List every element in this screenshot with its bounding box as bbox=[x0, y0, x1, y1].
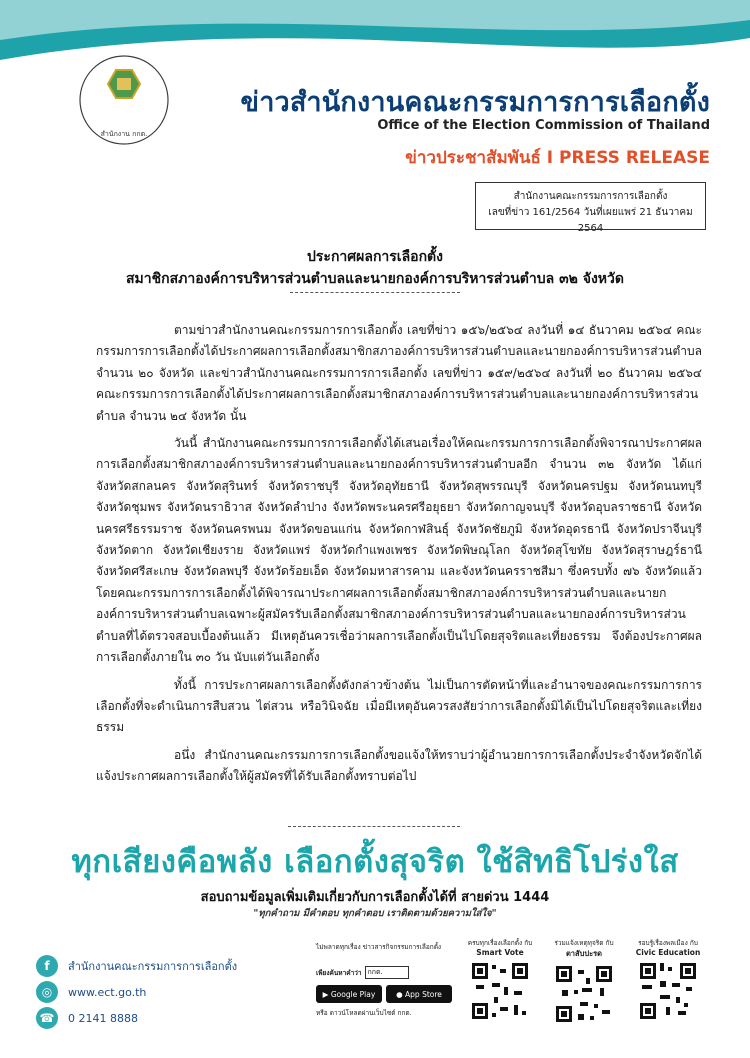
app-note: หรือ ดาวน์โหลดผ่านเว็บไซต์ กกต. bbox=[316, 1009, 412, 1017]
svg-text:สำนักงาน กกต.: สำนักงาน กกต. bbox=[100, 130, 148, 138]
paragraph-2: วันนี้ สำนักงานคณะกรรมการการเลือกตั้งได้เสนอเรื่องให้คณะกรรมการการเลือกตั้งพิจารณาประกาศผลการเลือกตั้งสมาชิกสภาองค์การบริหารส่วนตำบลและนายกองค์การบริหารส่วนตำบลอีก จำนวน ๓๒ จังหวัด ได้แก่ จังหวัดสกลนคร จังหวัดสุรินทร์ จังหวัดราชบุรี จังหวัดอุทัยธานี จังหวัดสุพรรณบุรี จังหวัดนครปฐม จังหวัดนนทบุรี จังหวัดชุมพร จังหวัดนราธิวาส จังหวัดลำปาง จังหวัดพระนครศรีอยุธยา จังหวัดกาญจนบุรี จังหวัดอุบลราชธานี จังหวัดนครศรีธรรมราช จังหวัดนครพนม จังหวัดขอนแก่น จังหวัดกาฬสินธุ์ จังหวัดชัยภูมิ จังหวัดอุดรธานี จังหวัดปราจีนบุรี จังหวัดตาก จังหวัดเชียงราย จังหวัดแพร่ จังหวัดกำแพงเพชร จังหวัดพิษณุโลก จังหวัดสุโขทัย จังหวัดสุราษฎร์ธานี จังหวัดศรีสะเกษ จังหวัดลพบุรี จังหวัดร้อยเอ็ด จังหวัดมหาสารคาม และจังหวัดนครราชสีมา ซึ่งครบทั้ง ๗๖ จังหวัดแล้ว โดยคณะกรรมการการเลือกตั้งได้พิจารณาประกาศผลการเลือกตั้งสมาชิกสภาองค์การบริหารส่วนตำบลและนายกองค์การบริหารส่วนตำบลเฉพาะผู้สมัครรับเลือกตั้งสมาชิกสภาองค์การบริหารส่วนตำบลและนายกองค์การบริหารส่วนตำบลที่ได้ตรวจสอบเบื้องต้นแล้ว มีเหตุอันควรเชื่อว่าผลการเลือกตั้งเป็นไปโดยสุจริตและเที่ยงธรรม จึงต้องประกาศผลการเลือกตั้งภายใน ๓๐ วัน นับแต่วันเลือกตั้ง bbox=[96, 436, 702, 665]
qr-caption: ร่วมแจ้งเหตุทุจริต กับ bbox=[554, 939, 614, 947]
qr-title: ตาสับปะรด bbox=[565, 949, 603, 958]
store-search bbox=[316, 966, 464, 979]
qr-smart-vote[interactable] bbox=[462, 938, 538, 1021]
store-search-box: กกต. bbox=[365, 966, 409, 979]
store-buttons bbox=[316, 985, 464, 1003]
qr-title: Smart Vote bbox=[476, 948, 524, 957]
footer-divider bbox=[288, 826, 460, 827]
app-download-section bbox=[316, 942, 464, 1018]
ect-logo bbox=[62, 52, 190, 152]
qr-caption: รอบรู้เรื่องพลเมือง กับ bbox=[638, 939, 698, 947]
article-body bbox=[96, 320, 702, 794]
qr-title: Civic Education bbox=[635, 948, 701, 957]
google-play-label: Google Play bbox=[330, 989, 376, 999]
campaign-slogan: ทุกเสียงคือพลัง เลือกตั้งสุจริต ใช้สิทธิโปร่งใส bbox=[71, 844, 679, 880]
paragraph-4: อนึ่ง สำนักงานคณะกรรมการการเลือกตั้งขอแจ้งให้ทราบว่าผู้อำนวยการการเลือกตั้งประจำจังหวัดจักได้แจ้งประกาศผลการเลือกตั้งให้ผู้สมัครที่ได้รับเลือกตั้งทราบต่อไป bbox=[96, 747, 702, 784]
app-store-label: App Store bbox=[405, 989, 442, 999]
qr-code-icon bbox=[638, 961, 698, 1021]
facebook-contact[interactable] bbox=[36, 955, 237, 977]
facebook-icon: f bbox=[36, 955, 58, 977]
phone-contact[interactable] bbox=[36, 1007, 138, 1029]
headline-line-1: ประกาศผลการเลือกตั้ง bbox=[307, 249, 443, 265]
app-caption: ไม่พลาดทุกเรื่อง ข่าวสารกิจกรรมการเลือกตั้ง bbox=[316, 943, 442, 951]
reference-org: สำนักงานคณะกรรมการการเลือกตั้ง bbox=[513, 191, 668, 202]
hotline-info: สอบถามข้อมูลเพิ่มเติมเกี่ยวกับการเลือกตั้งได้ที่ สายด่วน 1444 bbox=[200, 890, 550, 905]
qr-code-icon bbox=[554, 964, 614, 1024]
org-title-english: Office of the Election Commission of Thailand bbox=[377, 118, 710, 133]
globe-icon: ◎ bbox=[36, 981, 58, 1003]
phone-icon: ☎ bbox=[36, 1007, 58, 1029]
phone-label: 0 2141 8888 bbox=[68, 1011, 138, 1025]
paragraph-3: ทั้งนี้ การประกาศผลการเลือกตั้งดังกล่าวข้างต้น ไม่เป็นการตัดหน้าที่และอำนาจของคณะกรรมการการเลือกตั้งที่จะดำเนินการสืบสวน ไต่สวน หรือวินิจฉัย เมื่อมีเหตุอันควรสงสัยว่าการเลือกตั้งมิได้เป็นไปโดยสุจริตและเที่ยงธรรม bbox=[96, 677, 702, 735]
apple-icon: ● bbox=[396, 989, 406, 999]
reference-number-date: เลขที่ข่าว 161/2564 วันที่เผยแพร่ 21 ธันวาคม 2564 bbox=[488, 207, 693, 234]
qr-civic-education[interactable] bbox=[630, 938, 706, 1021]
website-contact[interactable] bbox=[36, 981, 146, 1003]
qr-tasapparot[interactable] bbox=[546, 938, 622, 1024]
facebook-label: สำนักงานคณะกรรมการการเลือกตั้ง bbox=[68, 960, 238, 973]
headline-line-2: สมาชิกสภาองค์การบริหารส่วนตำบลและนายกองค์การบริหารส่วนตำบล ๓๒ จังหวัด bbox=[125, 271, 624, 287]
play-icon: ▶ bbox=[322, 989, 331, 999]
headline-divider bbox=[290, 292, 460, 293]
store-search-label: เพียงค้นหาคำว่า bbox=[316, 968, 362, 977]
press-release-label: ข่าวประชาสัมพันธ์ I PRESS RELEASE bbox=[405, 148, 710, 168]
qr-code-icon bbox=[470, 961, 530, 1021]
app-store-button[interactable] bbox=[386, 985, 452, 1003]
website-label: www.ect.go.th bbox=[68, 985, 147, 999]
hotline-tagline: "ทุกคำถาม มีคำตอบ ทุกคำตอบ เราติดตามด้วยความใส่ใจ" bbox=[253, 908, 497, 919]
qr-caption: ครบทุกเรื่องเลือกตั้ง กับ bbox=[467, 939, 533, 947]
org-title-thai: ข่าวสำนักงานคณะกรรมการการเลือกตั้ง bbox=[240, 87, 710, 118]
google-play-button[interactable] bbox=[316, 985, 382, 1003]
paragraph-1: ตามข่าวสำนักงานคณะกรรมการการเลือกตั้ง เลขที่ข่าว ๑๕๖/๒๕๖๔ ลงวันที่ ๑๔ ธันวาคม ๒๕๖๔ คณะกรรมการการเลือกตั้งได้ประกาศผลการเลือกตั้งสมาชิกสภาองค์การบริหารส่วนตำบลและนายกองค์การบริหารส่วนตำบล จำนวน ๒๐ จังหวัด และข่าวสำนักงานคณะกรรมการการเลือกตั้ง เลขที่ข่าว ๑๕๙/๒๕๖๔ ลงวันที่ ๒๐ ธันวาคม ๒๕๖๔ คณะกรรมการการเลือกตั้งได้ประกาศผลการเลือกตั้งสมาชิกสภาองค์การบริหารส่วนตำบลและนายกองค์การบริหารส่วนตำบล จำนวน ๒๔ จังหวัด นั้น bbox=[96, 323, 702, 423]
reference-box bbox=[475, 182, 706, 234]
